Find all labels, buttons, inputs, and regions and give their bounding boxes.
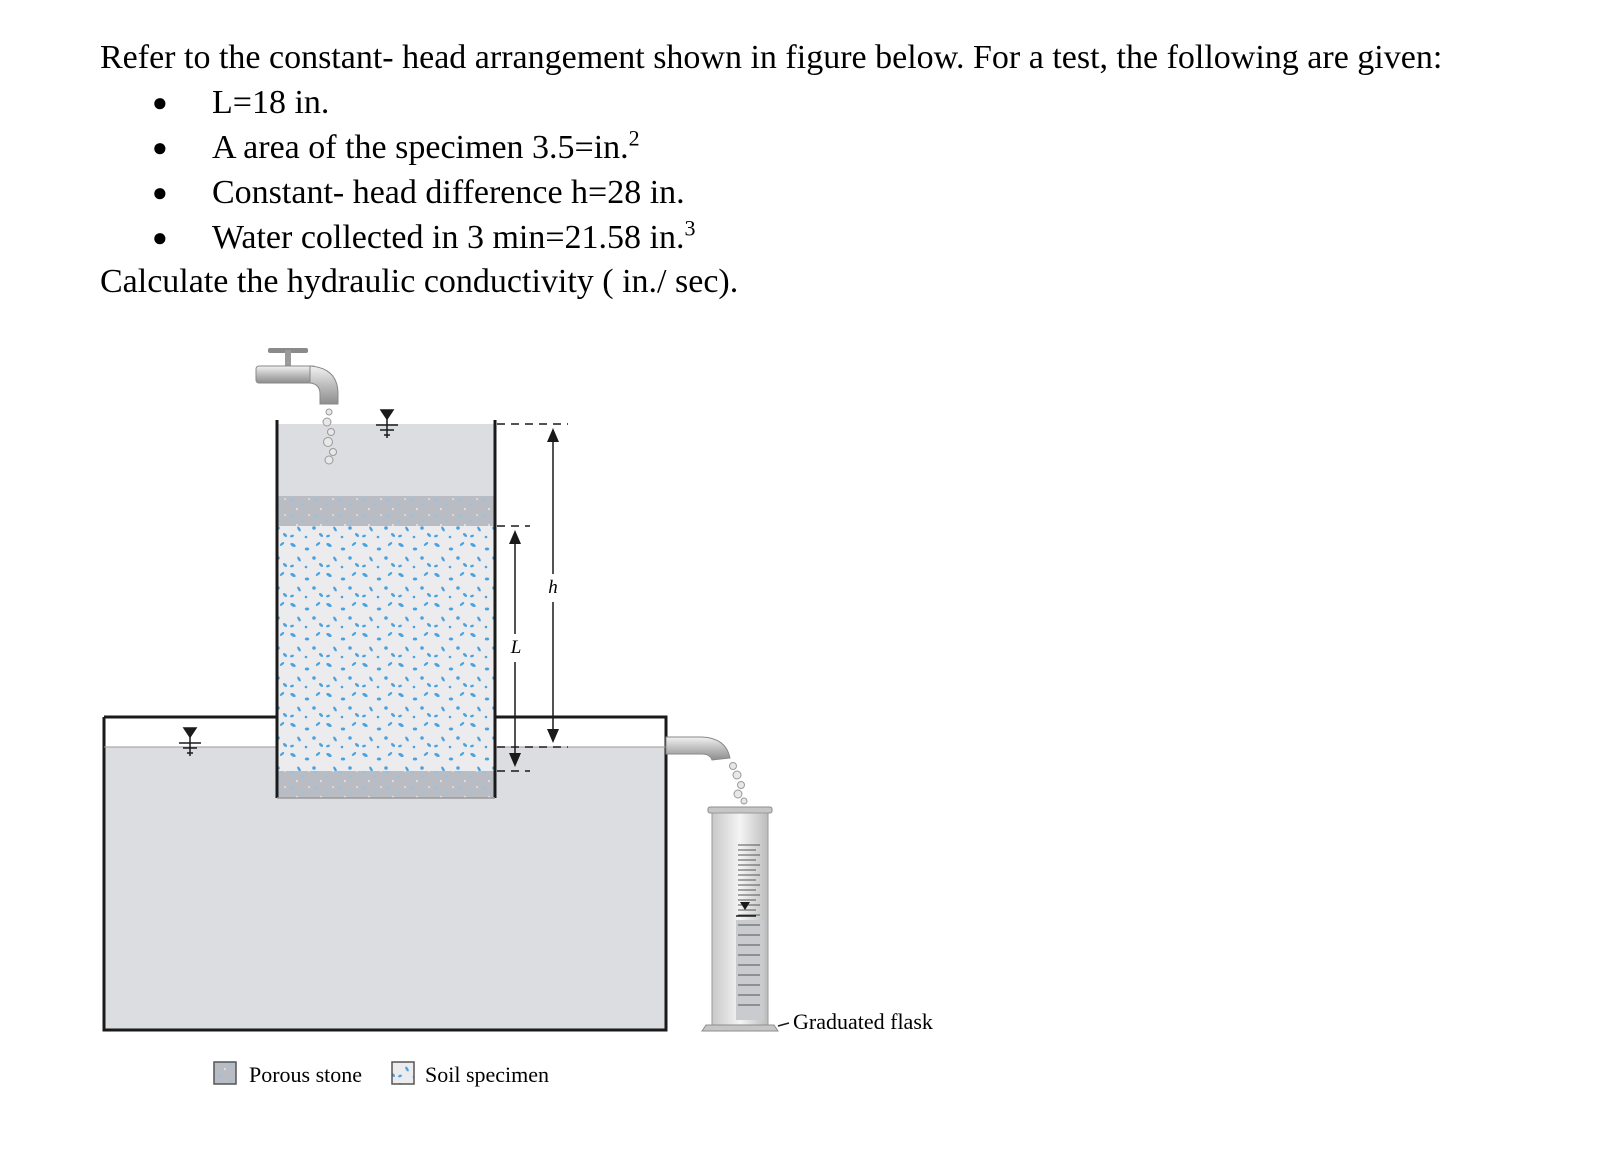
label-L: L	[510, 637, 522, 658]
bullet-icon: ●	[152, 133, 168, 162]
soil-specimen-swatch	[392, 1062, 414, 1084]
given-text: L=18 in.	[212, 84, 330, 121]
bullet-icon: ●	[152, 88, 168, 117]
given-text: Water collected in 3 min=21.58 in.	[212, 219, 685, 256]
label-h: h	[548, 577, 558, 598]
legend-soil-specimen: Soil specimen	[425, 1062, 550, 1087]
porous-stone-swatch	[214, 1062, 236, 1084]
specimen-column	[277, 420, 495, 798]
bullet-icon: ●	[152, 223, 168, 252]
legend	[214, 1062, 549, 1087]
problem-intro: Refer to the constant- head arrangement shown in figure below. For a test, the following are given:	[100, 39, 1443, 76]
porous-stone-top	[277, 496, 495, 526]
given-sup: 2	[628, 125, 640, 151]
graduated-flask-icon	[702, 807, 789, 1031]
given-text: Constant- head difference h=28 in.	[212, 174, 685, 211]
flask-label: Graduated flask	[793, 1009, 933, 1034]
soil-specimen	[277, 526, 495, 771]
given-sup: 3	[684, 215, 696, 241]
bullet-icon: ●	[152, 178, 168, 207]
h-dimension-arrow	[543, 428, 563, 743]
outlet-pipe	[666, 737, 747, 804]
given-text: A area of the specimen 3.5=in.	[212, 129, 629, 166]
legend-porous-stone: Porous stone	[249, 1062, 363, 1087]
porous-stone-bottom	[277, 771, 495, 798]
L-dimension-arrow	[505, 530, 525, 767]
problem-question: Calculate the hydraulic conductivity ( in./ sec).	[100, 263, 739, 300]
